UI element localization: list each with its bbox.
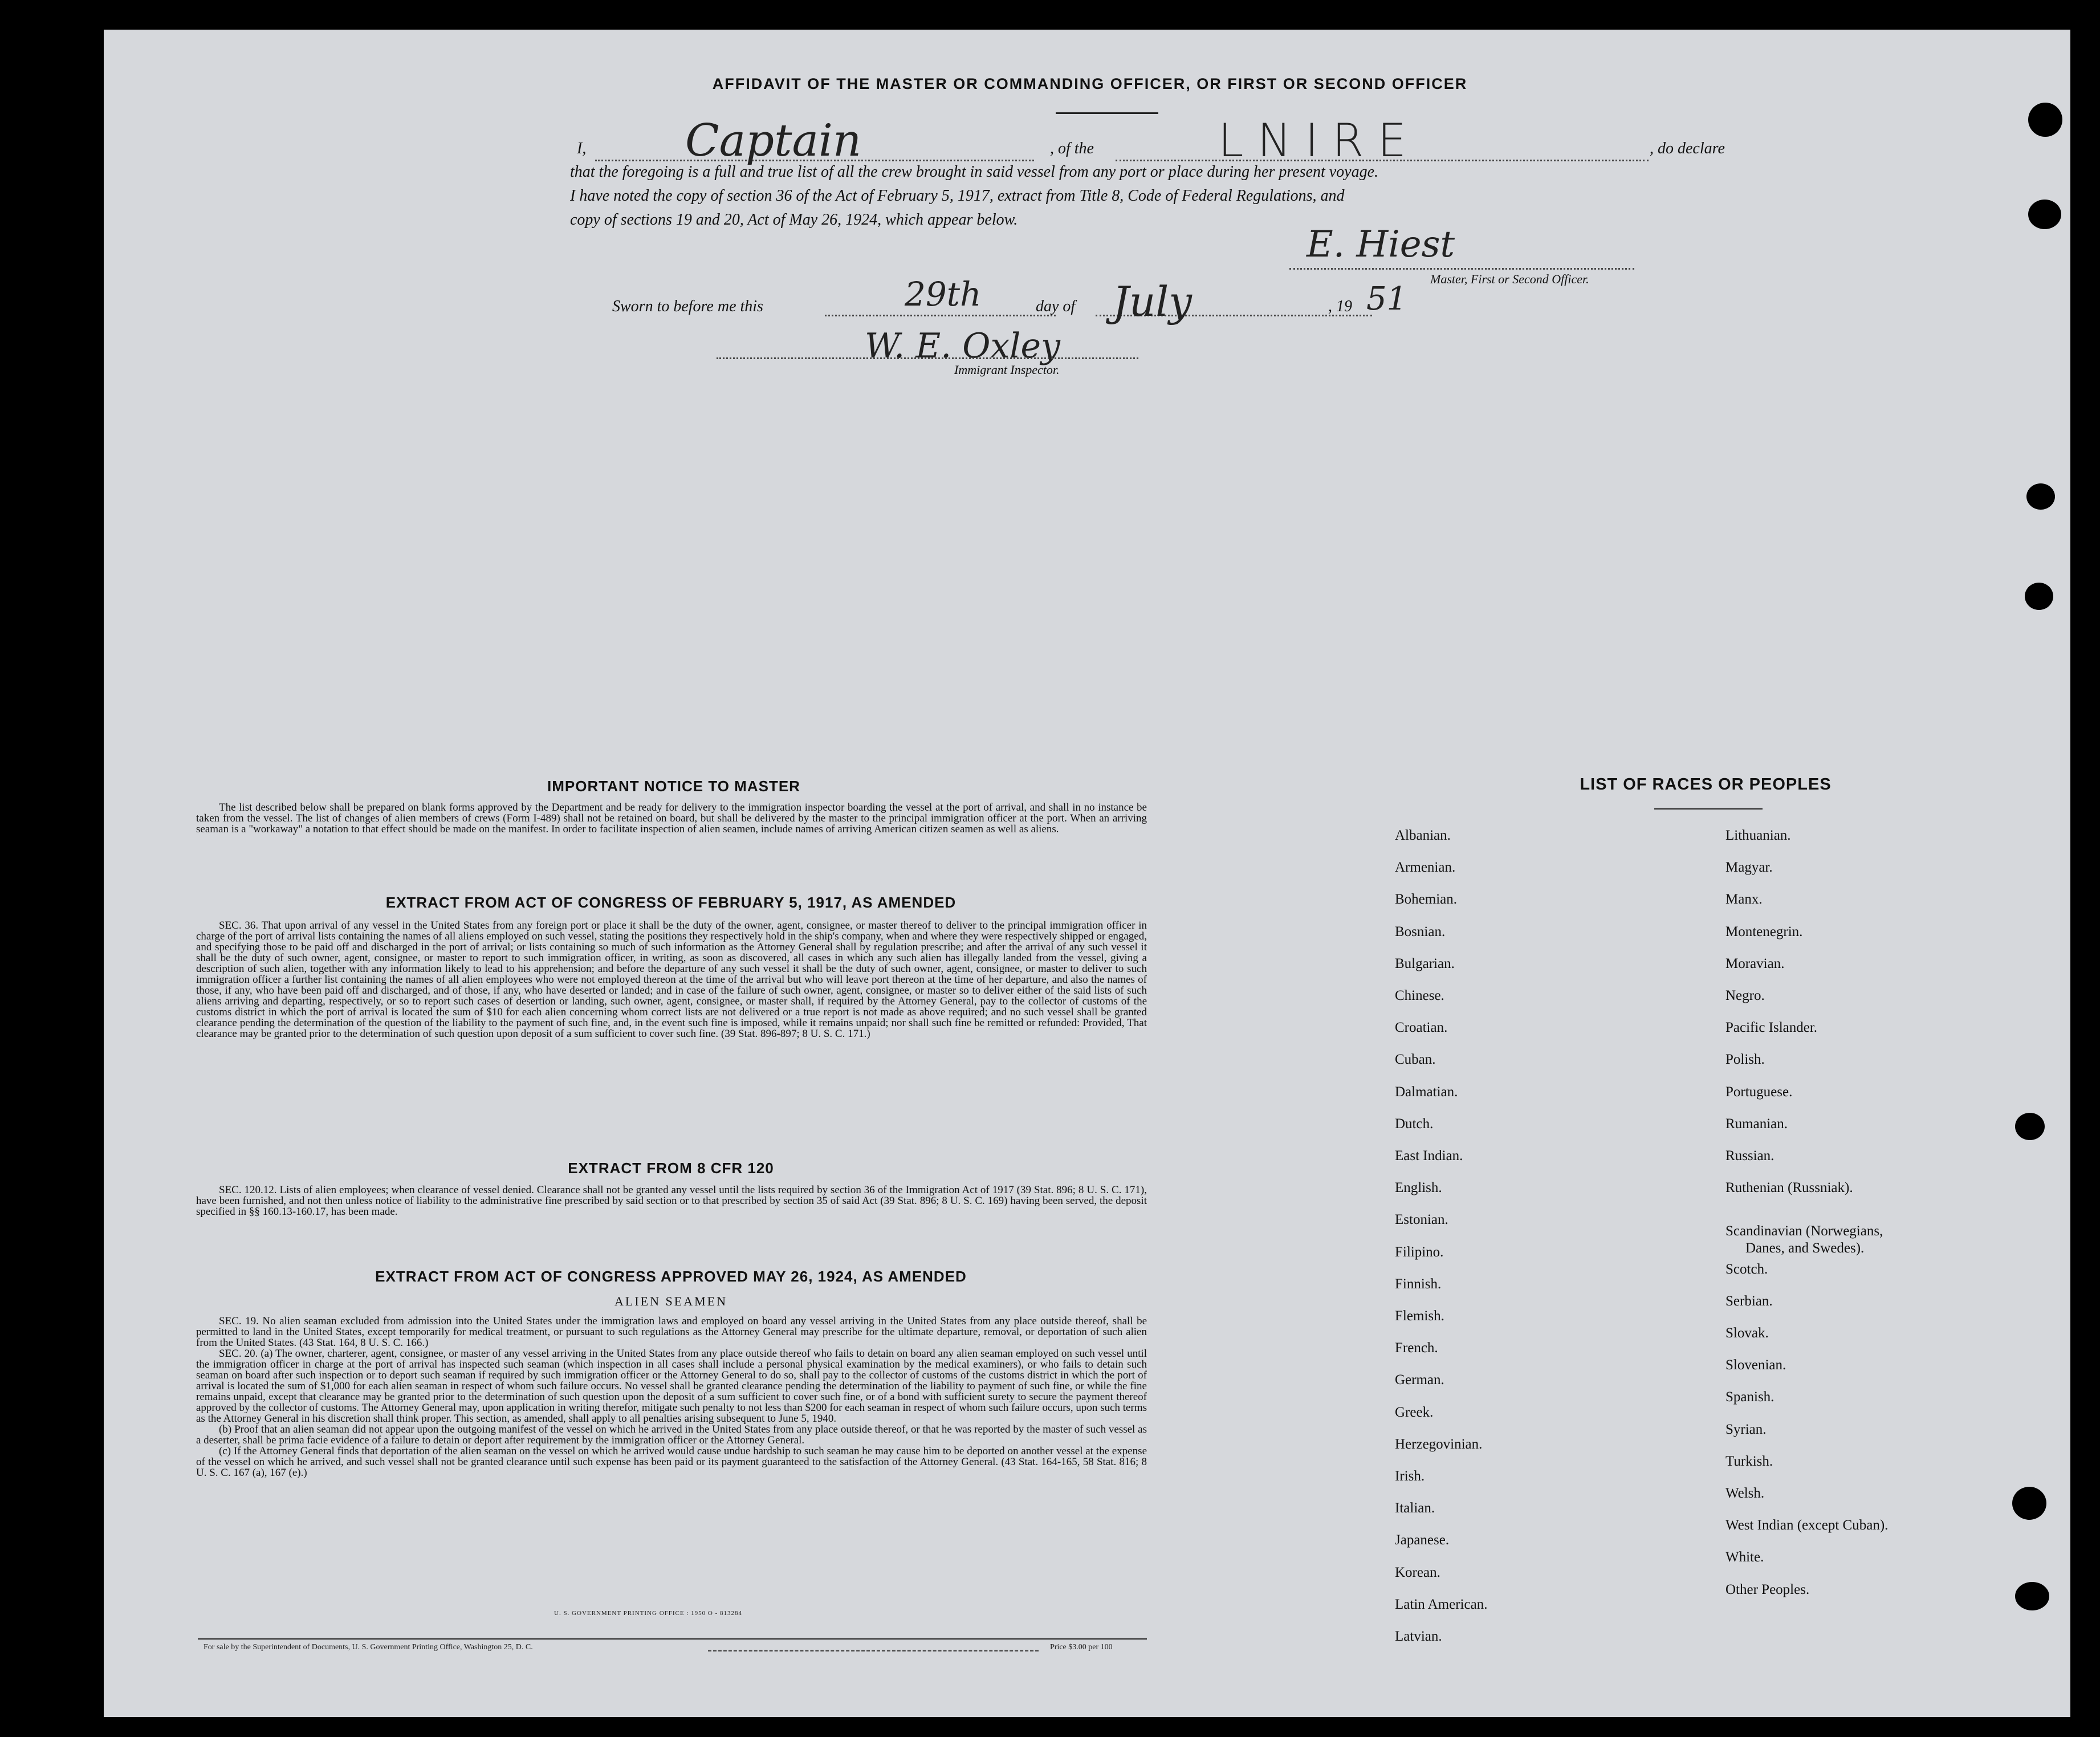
sworn-month-handwriting: July <box>1113 278 1192 326</box>
inspector-signature: W. E. Oxley <box>865 326 1060 366</box>
footer-right: Price $3.00 per 100 <box>1050 1643 1113 1651</box>
day-of-label: day of <box>1036 298 1076 315</box>
race-item: German. <box>1395 1372 1444 1388</box>
race-item: Italian. <box>1395 1500 1435 1516</box>
race-item: Montenegrin. <box>1725 924 1803 939</box>
master-caption: Master, First or Second Officer. <box>1430 272 1589 286</box>
races-title-rule <box>1654 808 1763 809</box>
footer-leader <box>708 1650 1039 1651</box>
race-item: Pacific Islander. <box>1725 1020 1818 1036</box>
race-item: Greek. <box>1395 1404 1434 1420</box>
race-item: Serbian. <box>1725 1293 1773 1309</box>
race-item: Latin American. <box>1395 1596 1488 1612</box>
race-item: Manx. <box>1725 892 1763 908</box>
race-item: Syrian. <box>1725 1421 1767 1437</box>
race-item: Danes, and Swedes). <box>1745 1240 1865 1256</box>
extract-cfr-text <box>196 1185 1147 1217</box>
race-item: Turkish. <box>1725 1453 1773 1469</box>
race-item: West Indian (except Cuban). <box>1725 1518 1889 1533</box>
extract-1917-title: EXTRACT FROM ACT OF CONGRESS OF FEBRUARY 5, 1917, AS AMENDED <box>385 894 957 911</box>
race-item: French. <box>1395 1340 1438 1356</box>
day-line <box>825 315 1056 316</box>
race-item: Magyar. <box>1725 860 1773 876</box>
races-title: LIST OF RACES OR PEOPLES <box>1580 775 1832 794</box>
sworn-day-handwriting: 29th <box>905 275 982 314</box>
race-item: Armenian. <box>1395 860 1456 876</box>
sec-20b-paragraph: (b) Proof that an alien seaman did not appear upon the outgoing manifest of the vessel on which he arrived in the United States from any place outside thereof, or that he was reported by the master of such vessel as a deserter, shall be prima facie evidence of a failure to detain or deport after requirement by the immigration officer or the Attorney General. <box>196 1423 1147 1446</box>
extract-1917-text <box>196 920 1147 1039</box>
race-item: Estonian. <box>1395 1212 1448 1228</box>
race-item: Chinese. <box>1395 988 1444 1003</box>
race-item: Japanese. <box>1395 1532 1450 1548</box>
race-item: Flemish. <box>1395 1308 1444 1324</box>
footer-left: For sale by the Superintendent of Documents, U. S. Government Printing Office, Washington 25, D. C. <box>204 1643 533 1651</box>
affidavit-title-rule <box>1056 112 1158 114</box>
race-item: Croatian. <box>1395 1020 1448 1036</box>
year-prefix: , 19 <box>1328 298 1352 315</box>
form-page <box>104 30 2070 1717</box>
race-item: Bohemian. <box>1395 892 1458 908</box>
notice-title: IMPORTANT NOTICE TO MASTER <box>547 778 800 795</box>
race-item: Albanian. <box>1395 828 1451 843</box>
footer-rule <box>198 1638 1147 1640</box>
extract-cfr-title: EXTRACT FROM 8 CFR 120 <box>568 1160 774 1177</box>
sec-19-paragraph: SEC. 19. No alien seaman excluded from admission into the United States under the immigration laws and employed on board any vessel arriving in the United States from any place outside thereof, shall be permitted to land in the United States, except temporarily for medical treatment, or pursuant to such regulations as the Attorney General may prescribe for the ultimate departure, removal, or deportation of such alien from the United States. (43 Stat. 164, 8 U. S. C. 166.) <box>196 1315 1147 1349</box>
notice-text <box>196 802 1147 835</box>
binder-hole <box>2028 103 2062 137</box>
race-item: Negro. <box>1725 988 1765 1003</box>
extract-1924-text <box>196 1316 1147 1478</box>
race-item: Russian. <box>1725 1148 1775 1164</box>
alien-seamen-subtitle: ALIEN SEAMEN <box>614 1294 727 1308</box>
race-item: White. <box>1725 1549 1764 1565</box>
sec-20c-paragraph: (c) If the Attorney General finds that deportation of the alien seaman on the vessel on which he arrived would cause undue hardship to such seaman he may cause him to be deported on another vessel at the expense of the vessel on which he arrived, and such vessel shall not be granted clearance until such expense has been paid or its payment guaranteed to the satisfaction of the Attorney General. (43 Stat. 164-165, 58 Stat. 816; 8 U. S. C. 167 (a), 167 (e).) <box>196 1445 1147 1479</box>
sec-120-12-paragraph: SEC. 120.12. Lists of alien employees; when clearance of vessel denied. Clearance shall not be granted any vessel until the lists required by section 36 of the Immigration Act of 1917 (39 Stat. 896; 8 U. S. C. 171), have been furnished, and not then unless notice of liability to the administrative fine prescribed by said section or to that prescribed by section 35 of said Act (39 Stat. 896; 8 U. S. C. 169) having been served, the deposit specified in §§ 160.13-160.17, has been made. <box>196 1184 1147 1218</box>
race-item: Portuguese. <box>1725 1084 1793 1100</box>
race-item: Herzegovinian. <box>1395 1436 1483 1452</box>
race-item: Finnish. <box>1395 1276 1442 1292</box>
sec-20a-paragraph: SEC. 20. (a) The owner, charterer, agent, consignee, or master of any vessel arriving in the United States from any place outside thereof who fails to detain on board any alien seaman employed on such vessel until the immigration officer in charge at the port of arrival has inspected such seaman (which inspection in all cases shall include a personal physical examination by the medical examiners), or who fails to detain such seaman on board after such inspection or to deport such seaman if required by such immigration officer or the Attorney General to do so, shall pay to the collector of customs of the customs district in which the port of arrival is located the sum of $1,000 for each alien seaman in respect of whom such failure occurs. No vessel shall be granted clearance pending the determination of the liability to payment of such fine, or while the fine remains unpaid, except that clearance may be granted prior to the determination of such question upon the deposit of a sum sufficient to cover such fine, or of a bond with sufficient surety to secure the payment thereof approved by the collector of customs. The Attorney General may, upon application in writing therefor, mitigate such penalty to not less than $200 for each seaman in respect of whom such failure occurs, upon such terms as the Attorney General in his discretion shall think proper. This section, as amended, shall apply to all penalties arising subsequent to June 5, 1940. <box>196 1348 1147 1425</box>
printing-office-line: U. S. GOVERNMENT PRINTING OFFICE : 1950 O - 813284 <box>554 1610 743 1617</box>
race-item: Bosnian. <box>1395 924 1446 939</box>
race-item: Rumanian. <box>1725 1116 1788 1132</box>
binder-hole <box>2025 583 2053 610</box>
master-signature-line <box>1289 268 1634 270</box>
race-item: Slovenian. <box>1725 1357 1786 1373</box>
race-item: Korean. <box>1395 1564 1440 1580</box>
inspector-line <box>717 357 1138 359</box>
year-handwriting: 51 <box>1366 280 1407 318</box>
race-item: Cuban. <box>1395 1052 1436 1068</box>
affidavit-line-4: copy of sections 19 and 20, Act of May 26, 1924, which appear below. <box>570 211 1018 229</box>
binder-hole <box>2026 483 2055 510</box>
affidavit-line-2: that the foregoing is a full and true list of all the crew brought in said vessel from any port or place during her present voyage. <box>570 163 1379 181</box>
sworn-label: Sworn to before me this <box>612 298 763 315</box>
binder-hole <box>2012 1487 2046 1520</box>
race-item: Irish. <box>1395 1468 1425 1484</box>
of-the-label: , of the <box>1050 140 1094 157</box>
race-item: English. <box>1395 1180 1442 1196</box>
race-item: Latvian. <box>1395 1629 1442 1644</box>
notice-paragraph: The list described below shall be prepared on blank forms approved by the Department and be ready for delivery to the immigration inspector boarding the vessel at the port of arrival, and shall in no instance be taken from the vessel. The list of changes of alien members of crews (Form I-489) shall not be retained on board, but shall be delivered by the master to the principal immigration officer at the port. When an arriving seaman is a "workaway" a notation to that effect should be made on the manifest. In order to facilitate inspection of alien seamen, include names of arriving American citizen seamen as well as aliens. <box>196 802 1147 835</box>
affidavit-title: AFFIDAVIT OF THE MASTER OR COMMANDING OFFICER, OR FIRST OR SECOND OFFICER <box>712 75 1468 92</box>
binder-hole <box>2015 1113 2045 1140</box>
race-item: Dutch. <box>1395 1116 1434 1132</box>
extract-1924-title: EXTRACT FROM ACT OF CONGRESS APPROVED MAY 26, 1924, AS AMENDED <box>375 1268 967 1285</box>
race-item: Slovak. <box>1725 1325 1769 1341</box>
binder-hole <box>2028 200 2061 229</box>
race-item: Scandinavian (Norwegians, <box>1725 1223 1883 1239</box>
race-item: Welsh. <box>1725 1486 1765 1501</box>
race-item: Moravian. <box>1725 955 1785 971</box>
inspector-caption: Immigrant Inspector. <box>954 363 1060 377</box>
sec-36-paragraph: SEC. 36. That upon arrival of any vessel in the United States from any foreign port or place it shall be the duty of the owner, agent, consignee, or master thereof to deliver to the principal immigration officer in charge of the port of arrival lists containing the names of all aliens employed on such vessel, stating the positions they respectively hold in the ship's company, when and where they were respectively shipped or engaged, and specifying those to be paid off and discharged in the port of arrival; or lists containing so much of such information as the Attorney General shall by regulation prescribe; and after the arrival of any such vessel it shall be the duty of such owner, agent, consignee, or master to report to such immigration officer, in writing, as soon as discovered, all cases in which any such alien has illegally landed from the vessel, giving a description of such alien, together with any information likely to lead to his apprehension; and before the departure of any such vessel it shall be the duty of such owner, agent, consignee, or master to deliver to such immigration officer a further list containing the names of all alien employees who were not employed thereon at the time of the arrival but who will leave port thereon at the time of her departure, and also the names of those, if any, who have been paid off and discharged, and of those, if any, who have deserted or landed; and in case of the failure of such owner, agent, consignee, or master so to deliver either of the said lists of such aliens arriving and departing, respectively, or so to report such cases of desertion or landing, such owner, agent, consignee, or master shall, if required by the Attorney General, pay to the collector of customs of the customs district in which the port of arrival is located the sum of $10 for each alien concerning whom correct lists are not delivered or a true report is not made as above required; and no such vessel shall be granted clearance pending the determination of the question of the liability to the payment of such fine, and, in the event such fine is imposed, while it remains unpaid; nor shall such fine be remitted or refunded: Provided, That clearance may be granted prior to the determination of such question upon deposit of a sum sufficient to cover such fine. (39 Stat. 896-897; 8 U. S. C. 171.) <box>196 920 1147 1040</box>
race-item: Filipino. <box>1395 1244 1444 1260</box>
i-label: I, <box>577 140 587 157</box>
race-item: East Indian. <box>1395 1148 1463 1164</box>
race-item: Bulgarian. <box>1395 955 1455 971</box>
master-signature: E. Hiest <box>1307 223 1455 266</box>
do-declare-label: , do declare <box>1650 140 1725 157</box>
race-item: Polish. <box>1725 1052 1765 1068</box>
binder-hole <box>2015 1582 2049 1610</box>
race-item: Dalmatian. <box>1395 1084 1458 1100</box>
affidavit-line-3: I have noted the copy of section 36 of the Act of February 5, 1917, extract from Title 8, Code of Federal Regulations, and <box>570 187 1345 205</box>
captain-handwriting: Captain <box>685 115 862 166</box>
race-item: Scotch. <box>1725 1261 1768 1277</box>
race-item: Spanish. <box>1725 1389 1775 1405</box>
race-item: Other Peoples. <box>1725 1581 1810 1597</box>
race-item: Lithuanian. <box>1725 828 1791 843</box>
race-item: Ruthenian (Russniak). <box>1725 1180 1853 1196</box>
vessel-name-handwriting: LNIRE <box>1218 114 1421 167</box>
